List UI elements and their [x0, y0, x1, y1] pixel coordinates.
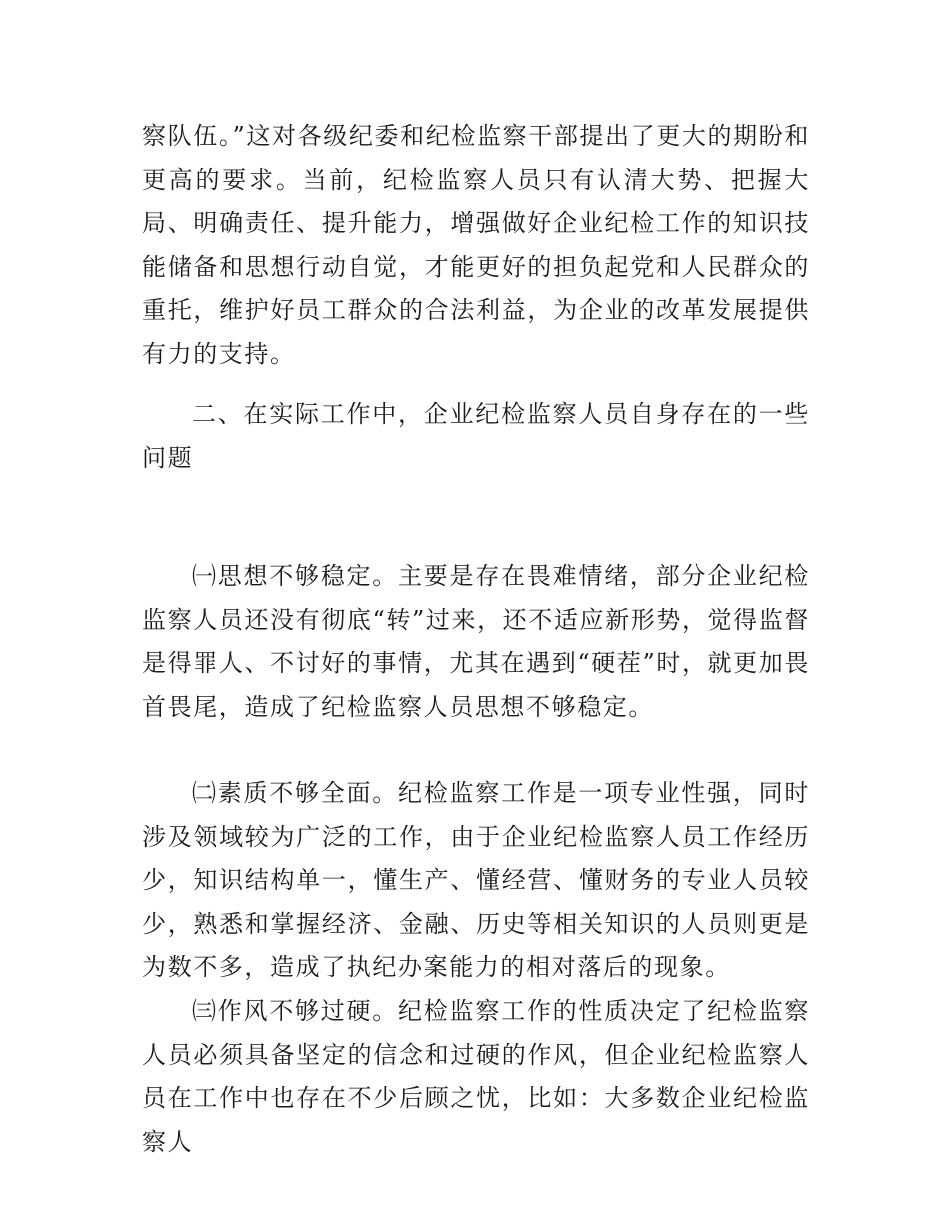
- body-paragraph-point-2: ㈡素质不够全面。纪检监察工作是一项专业性强，同时涉及领域较为广泛的工作，由于企业纪检监察人员工作经历少，知识结构单一，懂生产、懂经营、懂财务的专业人员较少，熟悉和掌握经济、金融、历史等相关知识的人员则更是为数不多，造成了执纪办案能力的相对落后的现象。: [142, 779, 810, 981]
- body-paragraph-point-3: ㈢作风不够过硬。纪检监察工作的性质决定了纪检监察人员必须具备坚定的信念和过硬的作风，但企业纪检监察人员在工作中也存在不少后顾之忧，比如：大多数企业纪检监察人: [142, 997, 810, 1156]
- body-paragraph-continuation: 察队伍。”这对各级纪委和纪检监察干部提出了更大的期盼和更高的要求。当前，纪检监察人员只有认清大势、把握大局、明确责任、提升能力，增强做好企业纪检工作的知识技能储备和思想行动自觉，才能更好的担负起党和人民群众的重托，维护好员工群众的合法利益，为企业的改革发展提供有力的支持。: [142, 122, 810, 368]
- section-heading: 二、在实际工作中，企业纪检监察人员自身存在的一些问题: [142, 400, 810, 472]
- body-paragraph-point-1: ㈠思想不够稳定。主要是存在畏难情绪，部分企业纪检监察人员还没有彻底“转”过来，还不适应新形势，觉得监督是得罪人、不讨好的事情，尤其在遇到“硬茬”时，就更加畏首畏尾，造成了纪检监察人员思想不够稳定。: [142, 562, 810, 721]
